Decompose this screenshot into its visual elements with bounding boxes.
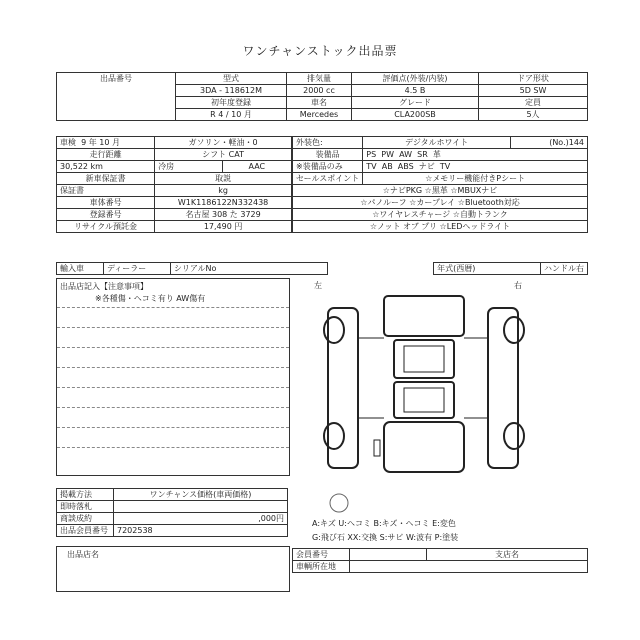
method-table [56,488,288,537]
recycle-label: リサイクル預託金 [57,221,155,233]
left-mark: 左 [314,281,322,290]
member-table [292,548,588,573]
grade-value: CLA200SB [352,109,479,121]
color-value: デジタルホワイト [363,137,511,149]
sales-point-2: ☆パノルーフ ☆カープレイ ☆Bluetooth対応 [293,197,588,209]
handle-label: ハンドル右 [541,263,588,275]
shop-label: 支店名 [427,549,588,561]
notes-rule [57,387,289,388]
seller-label: 出品店名 [67,550,99,559]
member-label: 会員番号 [293,549,350,561]
score-label: 評価点(外装/内装) [352,73,479,85]
mileage-value: 30,522 km [57,161,155,173]
equip-sr: SR [417,150,428,159]
model-label: 型式 [176,73,287,85]
sales-point-1: ☆ナビPKG ☆黒革 ☆MBUXナビ [293,185,588,197]
stamp-circle-icon [328,492,350,514]
color-no: (No.)144 [511,137,588,149]
method-label: 掲載方法 [57,489,114,501]
lot-label: 出品番号 [57,73,176,121]
sales-point-3: ☆ワイヤレスチャージ ☆自動トランク [293,209,588,221]
reserve-label: 出品会員番号 [57,525,114,537]
equip2-3: ナビ [418,162,435,171]
spec-label: 保証書 [57,185,155,197]
warranty-label: 新車保証書 [57,173,155,185]
equip2-4: TV [439,162,451,171]
reserve-value: 7202538 [114,525,288,537]
first-reg-value: R 4 / 10 月 [176,109,287,121]
location-label: 車輌所在地 [293,561,350,573]
shift-value: シフト CAT [155,149,292,161]
contract-label: 商談成約 [57,513,114,525]
right-mark: 右 [514,281,522,290]
notes-rule [57,407,289,408]
capacity-label: 定員 [479,97,588,109]
spec-table [56,136,292,233]
ac-label: 冷房 [155,161,222,173]
equip-label: 装備品 [293,149,363,161]
equip-leather: 革 [432,150,441,159]
sales-point-0: ☆メモリー機能付きPシート [363,173,588,185]
notes-rule [57,327,289,328]
inspection-value: 9 年 10 月 [81,138,120,147]
cc-value: 2000 cc [287,85,352,97]
notes-box [56,278,290,476]
location-value [350,561,588,573]
vin-value: W1K1186122N332438 [155,197,292,209]
page-title: ワンチャンストック出品票 [242,44,398,58]
notes-rule [57,427,289,428]
door-value: 5D SW [479,85,588,97]
inspection-row [57,137,155,149]
sales-label: セールスポイント [293,173,363,185]
header-table [56,72,588,121]
cc-label: 排気量 [287,73,352,85]
car-diagram [292,278,588,488]
notes-rule [57,447,289,448]
notes-rule [57,367,289,368]
serial-value: シリアルNo [170,263,327,275]
import-label: 輸入車 [57,263,104,275]
import-table [56,262,588,275]
equip-items-row2 [363,161,588,173]
model-value: 3DA - 118612M [176,85,287,97]
maker-label: 車名 [287,97,352,109]
fuel-value: ガソリン・軽油・0 [155,137,292,149]
equip2-2: ABS [397,162,414,171]
notes-line-1: ※各種傷・ヘコミ有り AW傷有 [95,294,206,303]
mileage-label: 走行距離 [57,149,155,161]
legend-line-1: A:キズ U:ヘコミ B:キズ・ヘコミ E:変色 [312,519,456,528]
notes-header: 出品店記入【注意事項】 [60,282,148,291]
equip-aw: AW [399,150,413,159]
notes-rule [57,307,289,308]
equipment-table [292,136,588,233]
color-label: 外装色: [293,137,363,149]
member-value [350,549,427,561]
equip-items-row1 [363,149,588,161]
manual-label: 取説 [155,173,292,185]
inspection-label: 車検 [60,138,76,147]
year-label: 年式(西暦) [434,263,541,275]
instant-value [114,501,288,513]
maker-value: Mercedes [287,109,352,121]
score-value: 4.5 B [352,85,479,97]
method-value: ワンチャンス価格(車両価格) [114,489,288,501]
sales-point-4: ☆ノット オブ プリ ☆LEDヘッドライト [293,221,588,233]
dealer-value: ディーラー [103,263,170,275]
equip-ps: PS [366,150,377,159]
capacity-value: 5人 [479,109,588,121]
equip2-0: TV [366,162,377,171]
first-reg-label: 初年度登録 [176,97,287,109]
recycle-value: 17,490 円 [155,221,292,233]
price-suffix: ,000円 [114,513,288,525]
weight-unit: kg [155,185,292,197]
door-label: ドア形状 [479,73,588,85]
vin-label: 車体番号 [57,197,155,209]
equip-pw: PW [381,150,395,159]
equip-note: ※装備品のみ [293,161,363,173]
plate-label: 登録番号 [57,209,155,221]
notes-rule [57,347,289,348]
grade-label: グレード [352,97,479,109]
instant-label: 即時落札 [57,501,114,513]
equip2-1: AB [381,162,393,171]
car-outline-icon [292,278,588,488]
seller-box [56,546,290,592]
legend-line-2: G:飛び石 XX:交換 S:サビ W:波有 P:塗装 [312,533,459,542]
plate-value: 名古屋 308 た 3729 [155,209,292,221]
ac-value: AAC [222,161,291,173]
